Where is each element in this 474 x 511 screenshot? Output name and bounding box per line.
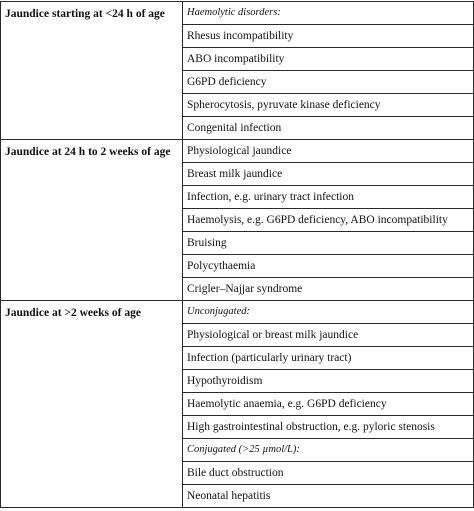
cause-item: Neonatal hepatitis: [183, 485, 474, 508]
subgroup-label: Haemolytic disorders:: [183, 2, 474, 25]
cause-item: Physiological jaundice: [183, 140, 474, 163]
age-group-heading-jaundice-at-24-h-to-2-weeks-of-age: Jaundice at 24 h to 2 weeks of age: [1, 140, 183, 301]
cause-item: G6PD deficiency: [183, 71, 474, 94]
cause-item: High gastrointestinal obstruction, e.g. pyloric stenosis: [183, 416, 474, 439]
cause-item: Polycythaemia: [183, 255, 474, 278]
cause-item: Bruising: [183, 232, 474, 255]
cause-item: Breast milk jaundice: [183, 163, 474, 186]
subgroup-label: Unconjugated:: [183, 301, 474, 324]
subgroup-label: Conjugated (>25 µmol/L):: [183, 439, 474, 462]
cause-item: Rhesus incompatibility: [183, 25, 474, 48]
cause-item: Infection (particularly urinary tract): [183, 347, 474, 370]
table-row: [1, 301, 474, 324]
table-row: [1, 140, 474, 163]
cause-item: Haemolysis, e.g. G6PD deficiency, ABO incompatibility: [183, 209, 474, 232]
cause-item: Hypothyroidism: [183, 370, 474, 393]
cause-item: Physiological or breast milk jaundice: [183, 324, 474, 347]
cause-item: Congenital infection: [183, 117, 474, 140]
age-group-heading-jaundice-at-2-weeks-of-age: Jaundice at >2 weeks of age: [1, 301, 183, 508]
cause-item: ABO incompatibility: [183, 48, 474, 71]
cause-item: Crigler–Najjar syndrome: [183, 278, 474, 301]
cause-item: Infection, e.g. urinary tract infection: [183, 186, 474, 209]
table-body: [1, 2, 474, 508]
age-group-heading-jaundice-starting-at-24-h-of-age: Jaundice starting at <24 h of age: [1, 2, 183, 140]
table-row: [1, 2, 474, 25]
jaundice-causes-table: [0, 1, 474, 508]
cause-item: Spherocytosis, pyruvate kinase deficiency: [183, 94, 474, 117]
cause-item: Bile duct obstruction: [183, 462, 474, 485]
cause-item: Haemolytic anaemia, e.g. G6PD deficiency: [183, 393, 474, 416]
